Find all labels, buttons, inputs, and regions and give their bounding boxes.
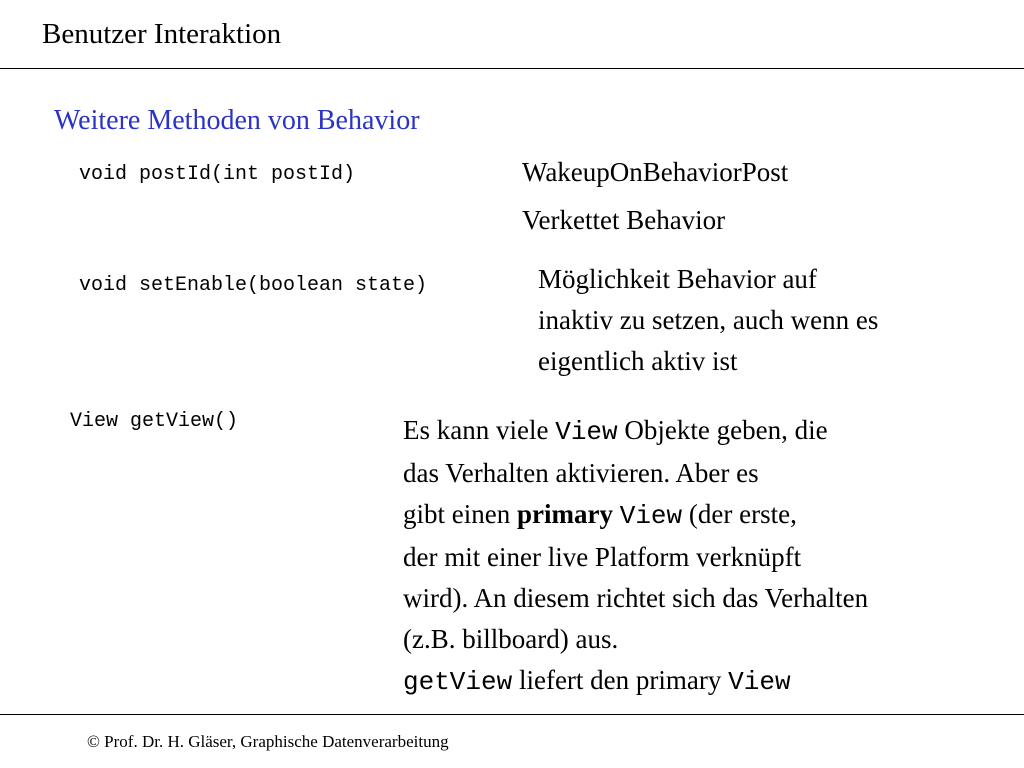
description-line: WakeupOnBehaviorPost <box>522 157 789 187</box>
text-run <box>613 499 620 529</box>
code-term: View <box>728 667 791 697</box>
description-line: (z.B. billboard) aus. <box>403 624 619 654</box>
footer-divider <box>0 714 1024 715</box>
footer-copyright: © Prof. Dr. H. Gläser, Graphische Datenverarbeitung <box>87 732 449 751</box>
text-run: Es kann viele <box>403 415 556 445</box>
header-divider <box>0 68 1024 69</box>
method-description-setenable <box>538 259 878 382</box>
method-signature-postid: void postId(int postId) <box>79 163 356 186</box>
method-description-postid <box>522 152 788 241</box>
description-line <box>403 660 868 703</box>
text-run: gibt einen <box>403 499 517 529</box>
description-line: das Verhalten aktivieren. Aber es <box>403 458 759 488</box>
method-description-getview <box>403 410 868 703</box>
code-term: View <box>619 501 683 531</box>
description-line: inaktiv zu setzen, auch wenn es <box>538 305 879 335</box>
bold-term: primary <box>516 499 613 529</box>
text-run: Objekte geben, die <box>617 415 828 445</box>
text-run: (der erste, <box>682 499 797 529</box>
description-line: Möglichkeit Behavior auf <box>538 264 817 294</box>
description-line: der mit einer live Platform verknüpft <box>403 542 802 572</box>
section-title: Weitere Methoden von Behavior <box>54 105 420 136</box>
description-line: Verkettet Behavior <box>522 205 726 235</box>
description-line <box>403 410 868 453</box>
code-term: getView <box>403 667 513 697</box>
description-line: eigentlich aktiv ist <box>538 346 738 376</box>
description-line <box>403 494 868 537</box>
code-term: View <box>555 417 618 447</box>
slide-header-title: Benutzer Interaktion <box>42 18 282 50</box>
text-run: liefert den primary <box>512 665 729 695</box>
method-signature-getview: View getView() <box>70 410 239 433</box>
description-line: wird). An diesem richtet sich das Verhalten <box>403 583 869 613</box>
method-signature-setenable: void setEnable(boolean state) <box>79 274 428 297</box>
